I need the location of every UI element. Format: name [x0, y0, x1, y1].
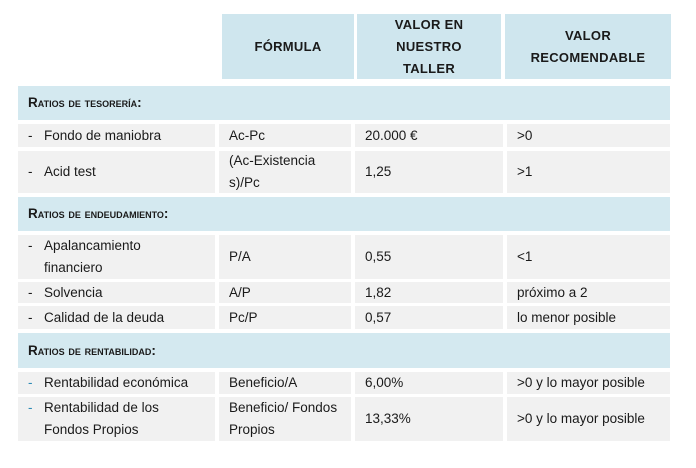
table-row-recommended: >0 — [507, 124, 670, 147]
table-row-label: - Apalancamiento financiero — [18, 235, 215, 279]
table-row-label: - Rentabilidad de los Fondos Propios — [18, 397, 215, 441]
table-row-value: 0,55 — [355, 235, 503, 279]
section-title-endeudamiento: Ratios de endeudamiento: — [18, 197, 670, 231]
table-row-value: 6,00% — [355, 372, 503, 394]
table-row-recommended: >0 y lo mayor posible — [507, 372, 670, 394]
table-row-formula: P/A — [219, 235, 351, 279]
table-row-recommended: >1 — [507, 151, 670, 193]
table-row-recommended: <1 — [507, 235, 670, 279]
table-row-formula: (Ac-Existencias)/Pc — [219, 151, 351, 193]
table-row-label: - Fondo de maniobra — [18, 124, 215, 147]
table-row-value: 13,33% — [355, 397, 503, 441]
table-row-value: 1,25 — [355, 151, 503, 193]
table-row-label: - Solvencia — [18, 282, 215, 303]
table-row-value: 20.000 € — [355, 124, 503, 147]
table-row-formula: Ac-Pc — [219, 124, 351, 147]
table-row-formula: Beneficio/A — [219, 372, 351, 394]
header-formula: FÓRMULA — [222, 14, 354, 79]
table-row-value: 0,57 — [355, 306, 503, 329]
table-row-recommended: lo menor posible — [507, 306, 670, 329]
table-row-value: 1,82 — [355, 282, 503, 303]
table-row-label: - Calidad de la deuda — [18, 306, 215, 329]
table-row-formula: Pc/P — [219, 306, 351, 329]
table-row-recommended: próximo a 2 — [507, 282, 670, 303]
section-title-tesoreria: Ratios de tesorería: — [18, 86, 670, 120]
section-title-rentabilidad: Ratios de rentabilidad: — [18, 333, 670, 368]
table-row-label: - Rentabilidad económica — [18, 372, 215, 394]
header-valor-recomendable: VALOR RECOMENDABLE — [505, 14, 671, 79]
table-row-label: - Acid test — [18, 151, 215, 193]
table-row-formula: A/P — [219, 282, 351, 303]
table-row-recommended: >0 y lo mayor posible — [507, 397, 670, 441]
table-row-formula: Beneficio/ Fondos Propios — [219, 397, 351, 441]
header-valor-taller: VALOR EN NUESTRO TALLER — [357, 14, 501, 79]
